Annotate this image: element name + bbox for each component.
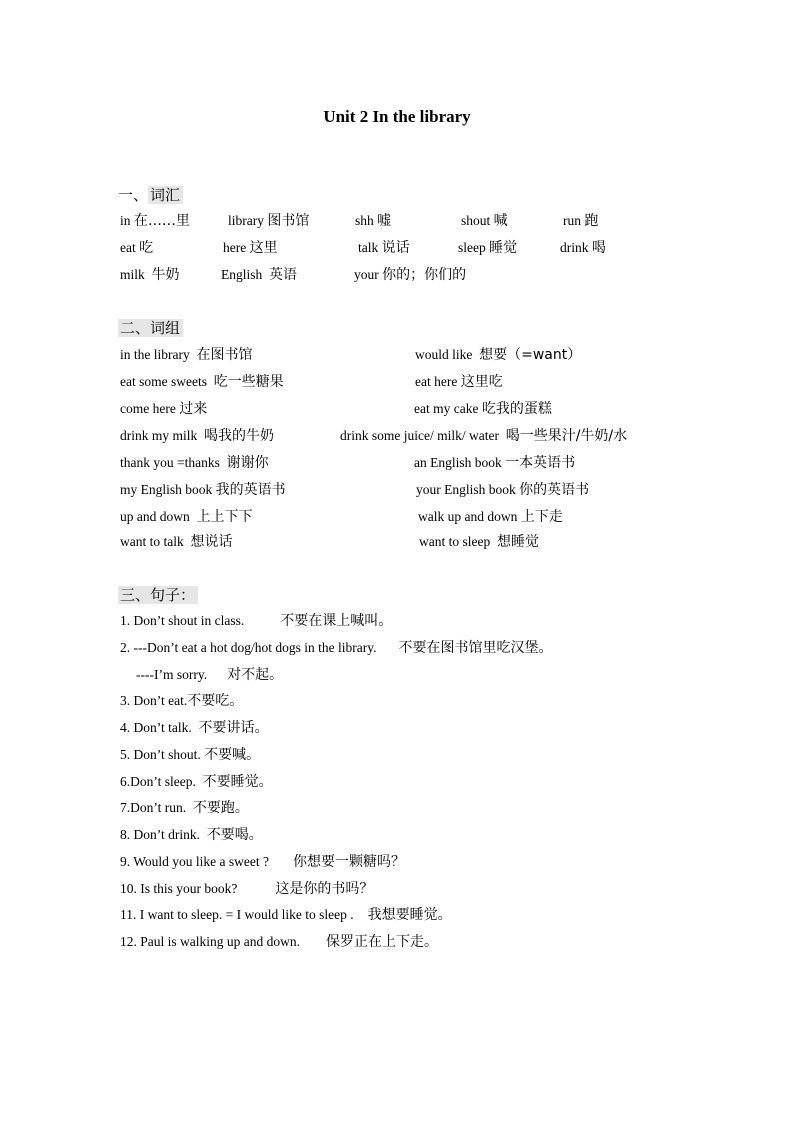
sentence-item: 12. Paul is walking up and down. 保罗正在上下走。 bbox=[120, 934, 438, 950]
phrase-row bbox=[0, 425, 794, 447]
vocab-item: talk 说话 bbox=[358, 240, 410, 256]
phrase-item: eat here 这里吃 bbox=[415, 374, 503, 390]
phrase-item: eat some sweets 吃一些糖果 bbox=[120, 374, 284, 390]
phrases-heading: 二、词组 bbox=[118, 318, 183, 338]
phrase-item: eat my cake 吃我的蛋糕 bbox=[414, 401, 552, 417]
sentences-heading: 三、句子： bbox=[118, 585, 198, 605]
vocab-row bbox=[0, 264, 794, 286]
vocab-item: milk 牛奶 bbox=[120, 267, 180, 283]
vocab-item: drink 喝 bbox=[560, 240, 606, 256]
phrase-item: want to talk 想说话 bbox=[120, 534, 233, 550]
vocab-item: English 英语 bbox=[221, 267, 298, 283]
sentence-item: 11. I want to sleep. = I would like to sleep . 我想要睡觉。 bbox=[120, 907, 452, 923]
vocab-item: shh 嘘 bbox=[355, 213, 392, 229]
phrase-row bbox=[0, 398, 794, 420]
vocab-heading bbox=[118, 185, 183, 205]
sentence-item: 4. Don’t talk. 不要讲话。 bbox=[120, 720, 269, 736]
phrase-item: thank you =thanks 谢谢你 bbox=[120, 455, 269, 471]
vocab-item: in 在……里 bbox=[120, 213, 190, 229]
sentence-item: 7.Don’t run. 不要跑。 bbox=[120, 800, 249, 816]
vocab-item: run 跑 bbox=[563, 213, 599, 229]
phrase-item: my English book 我的英语书 bbox=[120, 482, 286, 498]
vocab-item: sleep 睡觉 bbox=[458, 240, 518, 256]
sentence-item: 9. Would you like a sweet ? 你想要一颗糖吗？ bbox=[120, 854, 406, 870]
phrase-row bbox=[0, 506, 794, 528]
phrase-item: want to sleep 想睡觉 bbox=[419, 534, 539, 550]
vocab-row bbox=[0, 210, 794, 232]
phrase-item: up and down 上上下下 bbox=[120, 509, 253, 525]
phrase-row bbox=[0, 452, 794, 474]
sentence-item: 6.Don’t sleep. 不要睡觉。 bbox=[120, 774, 273, 790]
vocab-heading-prefix: 一、 bbox=[118, 186, 149, 204]
phrase-item: an English book 一本英语书 bbox=[414, 455, 576, 471]
vocab-row bbox=[0, 237, 794, 259]
sentence-item: 1. Don’t shout in class. 不要在课上喊叫。 bbox=[120, 613, 393, 629]
phrase-row bbox=[0, 344, 794, 366]
sentence-item: 10. Is this your book? 这是你的书吗？ bbox=[120, 881, 374, 897]
sentence-item: 2. ---Don’t eat a hot dog/hot dogs in the library. 不要在图书馆里吃汉堡。 bbox=[120, 640, 553, 656]
phrase-item: drink my milk 喝我的牛奶 bbox=[120, 428, 274, 444]
vocab-item: eat 吃 bbox=[120, 240, 154, 256]
phrase-item: drink some juice/ milk/ water 喝一些果汁/牛奶/水 bbox=[340, 428, 628, 444]
phrase-row bbox=[0, 371, 794, 393]
vocab-heading-main: 词汇 bbox=[148, 186, 183, 204]
sentence-item: ----I’m sorry. 对不起。 bbox=[136, 667, 284, 683]
phrase-item: your English book 你的英语书 bbox=[416, 482, 590, 498]
vocab-item: here 这里 bbox=[223, 240, 278, 256]
phrase-row bbox=[0, 479, 794, 501]
page-title: Unit 2 In the library bbox=[323, 107, 471, 126]
sentence-item: 3. Don’t eat.不要吃。 bbox=[120, 693, 244, 709]
phrase-item: in the library 在图书馆 bbox=[120, 347, 253, 363]
sentence-item: 5. Don’t shout. 不要喊。 bbox=[120, 747, 261, 763]
vocab-item: library 图书馆 bbox=[228, 213, 310, 229]
phrase-row bbox=[0, 531, 794, 553]
phrase-item: would like 想要（=want） bbox=[415, 347, 582, 363]
phrase-item: walk up and down 上下走 bbox=[418, 509, 563, 525]
vocab-item: shout 喊 bbox=[461, 213, 508, 229]
phrase-item: come here 过来 bbox=[120, 401, 208, 417]
vocab-item: your 你的；你们的 bbox=[354, 267, 467, 283]
sentence-item: 8. Don’t drink. 不要喝。 bbox=[120, 827, 263, 843]
